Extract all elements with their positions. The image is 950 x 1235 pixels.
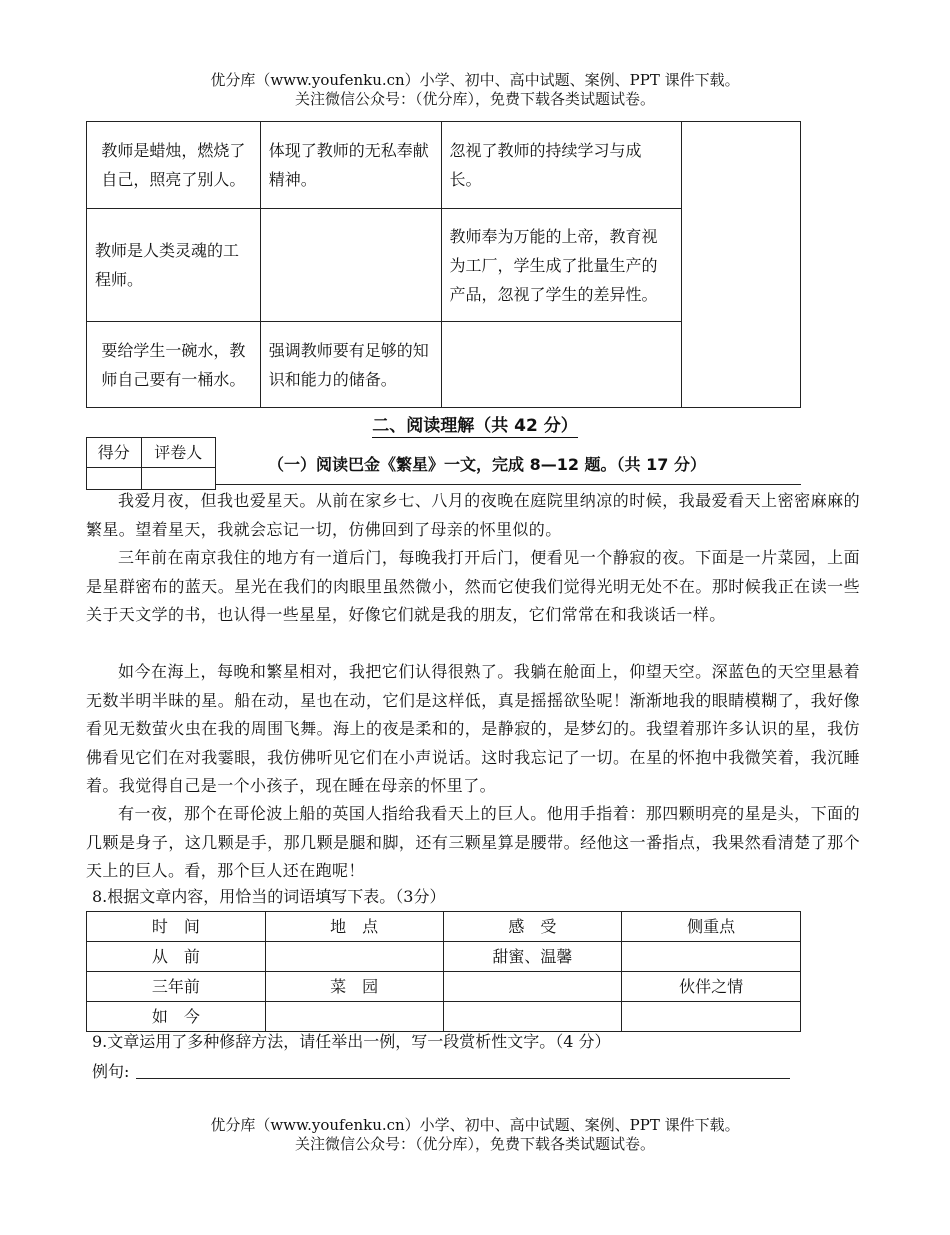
answer-cell[interactable] — [622, 1002, 801, 1032]
table-cell: 伙伴之情 — [622, 972, 801, 1002]
answer-cell[interactable] — [622, 942, 801, 972]
answer-cell[interactable] — [265, 942, 443, 972]
table-row — [87, 122, 801, 209]
grader-label: 评卷人 — [141, 438, 215, 468]
table-header-row — [87, 912, 801, 942]
page-footer-line1: 优分库（www.youfenku.cn）小学、初中、高中试题、案例、PPT 课件下载。 — [210, 1116, 740, 1134]
table-row — [87, 1002, 801, 1032]
section-title: 二、阅读理解（共 42 分） — [372, 416, 578, 436]
passage-paragraph-3: 如今在海上，每晚和繁星相对，我把它们认得很熟了。我躺在舱面上，仰望天空。深蓝色的天空里悬着无数半明半昧的星。船在动，星也在动，它们是这样低，真是摇摇欲坠呢！渐渐地我的眼睛模糊了，我好像看见无数萤火虫在我的周围飞舞。海上的夜是柔和的，是静寂的，是梦幻的。我望着那许多认识的星，我仿佛看见它们在对我霎眼，我仿佛听见它们在小声说话。这时我忘记了一切。在星的怀抱中我微笑着，我沉睡着。我觉得自己是一个小孩子，现在睡在母亲的怀里了。 — [86, 662, 860, 795]
empty-side-cell — [682, 122, 801, 408]
table-cell: 甜蜜、温馨 — [443, 942, 622, 972]
column-header: 时 间 — [87, 912, 266, 942]
example-label: 例句: — [92, 1062, 130, 1081]
positive-cell: 体现了教师的无私奉献精神。 — [260, 122, 441, 209]
score-label: 得分 — [87, 438, 142, 468]
positive-cell — [260, 209, 441, 322]
metaphor-cell: 教师是人类灵魂的工程师。 — [87, 209, 261, 322]
page-header-line2: 关注微信公众号：（优分库），免费下载各类试题试卷。 — [294, 90, 655, 108]
answer-cell[interactable] — [443, 1002, 622, 1032]
reading-subtitle: （一）阅读巴金《繁星》一文，完成 8—12 题。（共 17 分） — [268, 455, 706, 474]
metaphor-table — [86, 121, 801, 408]
score-box — [86, 437, 216, 490]
question-9: 9.文章运用了多种修辞方法，请任举出一例，写一段赏析性文字。（4 分） — [92, 1032, 611, 1051]
negative-cell: 教师奉为万能的上帝，教育视为工厂，学生成了批量生产的产品，忽视了学生的差异性。 — [441, 209, 682, 322]
column-header: 侧重点 — [622, 912, 801, 942]
answer-line[interactable] — [136, 1078, 790, 1079]
table-row — [87, 972, 801, 1002]
metaphor-cell: 要给学生一碗水，教师自己要有一桶水。 — [87, 322, 261, 408]
q8-table — [86, 911, 801, 1032]
passage-paragraph-4: 有一夜，那个在哥伦波上船的英国人指给我看天上的巨人。他用手指着：那四颗明亮的星是头，下面的几颗是身子，这几颗是手，那几颗是腿和脚，还有三颗星算是腰带。经他这一番指点，我果然看清楚了那个天上的巨人。看，那个巨人还在跑呢！ — [86, 804, 860, 880]
page-footer-line2: 关注微信公众号：（优分库），免费下载各类试题试卷。 — [294, 1135, 655, 1153]
question-8: 8.根据文章内容，用恰当的词语填写下表。（3分） — [92, 887, 446, 906]
page-header-line1: 优分库（www.youfenku.cn）小学、初中、高中试题、案例、PPT 课件下载。 — [210, 71, 740, 89]
negative-cell: 忽视了教师的持续学习与成长。 — [441, 122, 682, 209]
table-cell: 三年前 — [87, 972, 266, 1002]
positive-cell: 强调教师要有足够的知识和能力的储备。 — [260, 322, 441, 408]
answer-cell[interactable] — [443, 972, 622, 1002]
subtitle-rule — [216, 484, 801, 485]
passage-paragraph-1: 我爱月夜，但我也爱星天。从前在家乡七、八月的夜晚在庭院里纳凉的时候，我最爱看天上密密麻麻的繁星。望着星天，我就会忘记一切，仿佛回到了母亲的怀里似的。 — [86, 491, 860, 539]
metaphor-cell: 教师是蜡烛，燃烧了自己，照亮了别人。 — [87, 122, 261, 209]
column-header: 感 受 — [443, 912, 622, 942]
table-cell: 从 前 — [87, 942, 266, 972]
passage-paragraph-2: 三年前在南京我住的地方有一道后门，每晚我打开后门，便看见一个静寂的夜。下面是一片菜园，上面是星群密布的蓝天。星光在我们的肉眼里虽然微小，然而它使我们觉得光明无处不在。那时候我正在读一些关于天文学的书，也认得一些星星，好像它们就是我的朋友，它们常常在和我谈话一样。 — [86, 548, 860, 624]
negative-cell — [441, 322, 682, 408]
table-cell: 菜 园 — [265, 972, 443, 1002]
table-cell: 如 今 — [87, 1002, 266, 1032]
answer-cell[interactable] — [265, 1002, 443, 1032]
column-header: 地 点 — [265, 912, 443, 942]
table-row — [87, 942, 801, 972]
